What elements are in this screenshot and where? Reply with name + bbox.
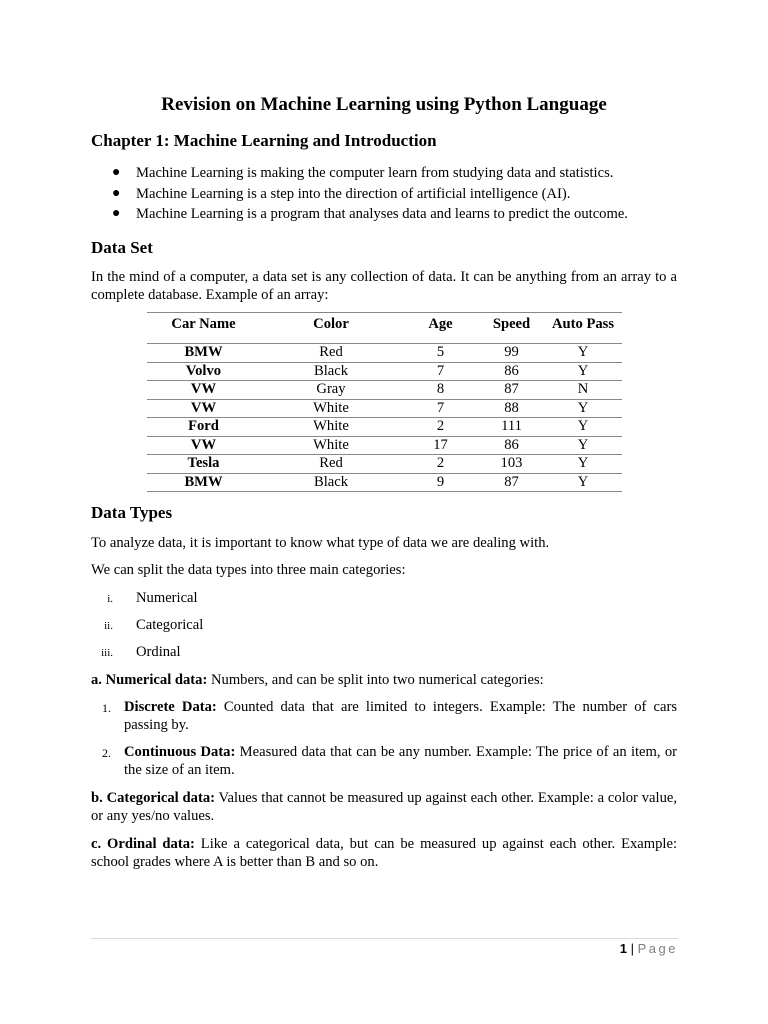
table-row	[147, 381, 622, 400]
table-cell: Red	[260, 344, 402, 363]
column-header: Age	[402, 313, 479, 344]
bullet-icon: ●	[112, 185, 121, 201]
bullet-icon: ●	[112, 165, 121, 180]
table-cell: 7	[402, 362, 479, 381]
table-cell: Red	[260, 455, 402, 474]
page-footer	[620, 940, 678, 958]
term-label: Discrete Data:	[124, 699, 217, 715]
table-header-row	[147, 313, 622, 344]
column-header: Auto Pass	[544, 313, 622, 344]
list-item: 1. Discrete Data: Counted data that are limited to integers. Example: The number of cars passing by.	[91, 698, 677, 734]
car-data-table	[147, 312, 622, 492]
table-cell: 2	[402, 418, 479, 437]
list-item: ● Machine Learning is a program that analyses data and learns to predict the outcome.	[91, 204, 691, 225]
table-cell: VW	[147, 399, 260, 418]
table-cell: Black	[260, 362, 402, 381]
table-cell: Y	[544, 455, 622, 474]
numerical-data-paragraph: a. Numerical data: Numbers, and can be split into two numerical categories:	[91, 672, 544, 688]
table-cell: White	[260, 418, 402, 437]
page-label: Page	[637, 941, 678, 956]
column-header: Color	[260, 313, 402, 344]
bullet-icon: ●	[112, 206, 121, 222]
list-item-label: Numerical	[136, 590, 198, 606]
dataset-heading: Data Set	[91, 238, 153, 257]
datatypes-paragraph-2: We can split the data types into three main categories:	[91, 562, 406, 578]
table-row	[147, 455, 622, 474]
table-cell: VW	[147, 436, 260, 455]
ordinal-data-paragraph: c. Ordinal data: Like a categorical data, but can be measured up against each other. Example: school grades where A is better than B and so on.	[91, 836, 677, 870]
list-number: 1.	[102, 701, 111, 715]
table-cell: 5	[402, 344, 479, 363]
table-row	[147, 362, 622, 381]
datatypes-paragraph-1: To analyze data, it is important to know what type of data we are dealing with.	[91, 535, 550, 551]
table-row	[147, 418, 622, 437]
table-cell: 86	[479, 362, 544, 381]
table-cell: Y	[544, 418, 622, 437]
table-cell: White	[260, 399, 402, 418]
table-cell: 99	[479, 344, 544, 363]
table-cell: 7	[402, 399, 479, 418]
intro-bullet-list	[91, 163, 691, 225]
list-item: ● Machine Learning is making the computer learn from studying data and statistics.	[91, 163, 691, 184]
categorical-data-paragraph: b. Categorical data: Values that cannot be measured up against each other. Example: a color value, or any yes/no values.	[91, 790, 677, 824]
column-header: Car Name	[147, 313, 260, 344]
footer-divider	[91, 938, 678, 939]
table-cell: 9	[402, 473, 479, 492]
term-label: a. Numerical data:	[91, 672, 208, 688]
list-number: 2.	[102, 746, 111, 760]
list-number: iii.	[101, 647, 113, 659]
table-row	[147, 473, 622, 492]
footer-separator: |	[630, 941, 634, 956]
table-cell: BMW	[147, 344, 260, 363]
table-cell: Tesla	[147, 455, 260, 474]
table-cell: VW	[147, 381, 260, 400]
table-cell: N	[544, 381, 622, 400]
chapter-heading: Chapter 1: Machine Learning and Introduction	[91, 131, 437, 150]
table-cell: Ford	[147, 418, 260, 437]
table-cell: 2	[402, 455, 479, 474]
list-item: 2. Continuous Data: Measured data that can be any number. Example: The price of an item, or the size of an item.	[91, 743, 677, 779]
table-cell: Gray	[260, 381, 402, 400]
list-item: ● Machine Learning is a step into the direction of artificial intelligence (AI).	[91, 184, 691, 205]
dataset-paragraph: In the mind of a computer, a data set is any collection of data. It can be anything from an array to a complete database. Example of an array:	[91, 269, 677, 303]
table-cell: 17	[402, 436, 479, 455]
table-cell: 111	[479, 418, 544, 437]
page-number: 1	[619, 941, 627, 956]
term-label: Continuous Data:	[124, 744, 236, 760]
list-number: ii.	[104, 620, 113, 632]
datatypes-heading: Data Types	[91, 503, 173, 522]
table-cell: Y	[544, 344, 622, 363]
table-cell: 88	[479, 399, 544, 418]
table-cell: White	[260, 436, 402, 455]
table-cell: Y	[544, 473, 622, 492]
table-row	[147, 344, 622, 363]
table-cell: 86	[479, 436, 544, 455]
table-cell: 8	[402, 381, 479, 400]
term-label: b. Categorical data:	[91, 790, 215, 806]
table-cell: 87	[479, 473, 544, 492]
column-header: Speed	[479, 313, 544, 344]
table-row	[147, 436, 622, 455]
list-number: i.	[107, 593, 113, 605]
term-label: c. Ordinal data:	[91, 836, 195, 852]
table-cell: Y	[544, 362, 622, 381]
table-cell: 87	[479, 381, 544, 400]
table-cell: Black	[260, 473, 402, 492]
document-title: Revision on Machine Learning using Python Language	[161, 94, 607, 115]
table-cell: Volvo	[147, 362, 260, 381]
table-cell: BMW	[147, 473, 260, 492]
table-cell: Y	[544, 399, 622, 418]
table-cell: Y	[544, 436, 622, 455]
list-item-label: Ordinal	[136, 644, 181, 660]
list-item-label: Categorical	[136, 617, 204, 633]
table-row	[147, 399, 622, 418]
table-cell: 103	[479, 455, 544, 474]
